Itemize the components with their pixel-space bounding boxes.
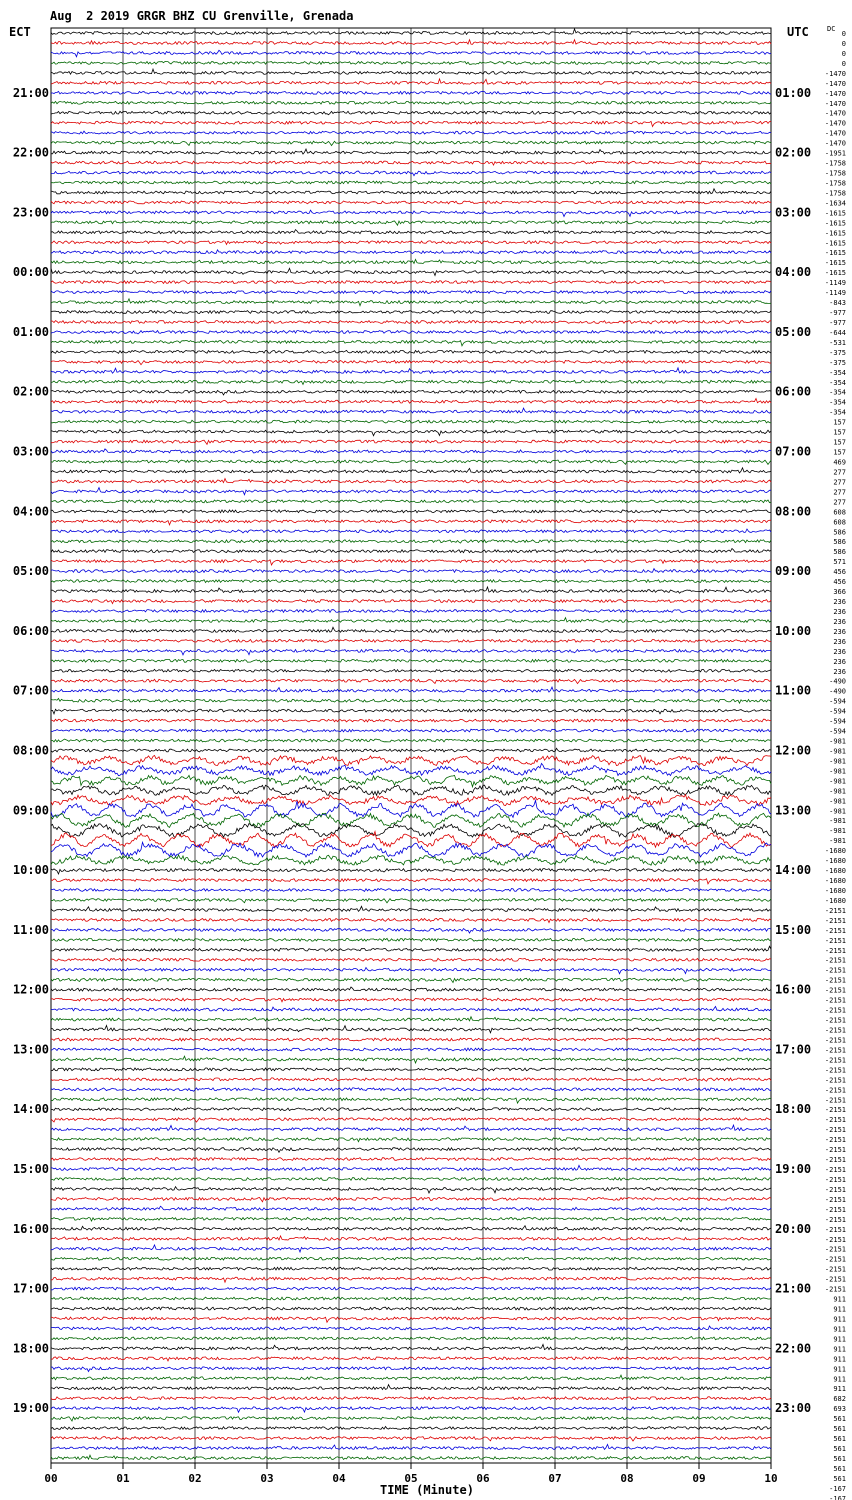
left-hour-label: 23:00 — [12, 205, 49, 220]
dc-offset-value: 561 — [833, 1415, 846, 1424]
dc-offset-value: 561 — [833, 1445, 846, 1454]
dc-offset-value: 277 — [833, 468, 846, 477]
dc-offset-value: -1149 — [824, 289, 846, 298]
dc-offset-value: 911 — [833, 1385, 846, 1394]
right-hour-label: 02:00 — [775, 145, 812, 160]
dc-offset-value: -1470 — [824, 139, 846, 148]
dc-offset-value: -2151 — [824, 1205, 846, 1214]
left-hour-label: 07:00 — [12, 683, 49, 698]
right-hour-label: 01:00 — [775, 85, 812, 100]
right-timezone-label: UTC — [787, 25, 809, 39]
dc-offset-value: -2151 — [824, 1166, 846, 1175]
dc-offset-value: -2151 — [824, 1255, 846, 1264]
dc-offset-value: -981 — [829, 737, 846, 746]
dc-offset-value: -2151 — [824, 1265, 846, 1274]
dc-offset-value: -2151 — [824, 976, 846, 985]
dc-offset-value: -2151 — [824, 1175, 846, 1184]
dc-offset-value: 561 — [833, 1455, 846, 1463]
dc-offset-value: -1680 — [824, 877, 846, 886]
dc-offset-value: 0 — [841, 39, 846, 48]
dc-offset-value: -2151 — [824, 1215, 846, 1224]
dc-offset-value: 571 — [833, 558, 846, 567]
dc-offset-value: -354 — [829, 368, 846, 377]
dc-offset-value: -2151 — [824, 1026, 846, 1035]
left-hour-label: 03:00 — [12, 444, 49, 459]
dc-offset-value: -1149 — [824, 279, 846, 288]
dc-offset-value: 0 — [841, 30, 846, 38]
dc-offset-value: 157 — [833, 428, 846, 437]
dc-offset-value: -2151 — [824, 1056, 846, 1065]
dc-offset-value: -2151 — [824, 926, 846, 935]
dc-offset-header: DC — [827, 25, 836, 33]
dc-offset-value: -2151 — [824, 1136, 846, 1145]
dc-offset-value: 236 — [833, 657, 846, 666]
dc-offset-value: -531 — [829, 338, 846, 347]
right-hour-label: 07:00 — [775, 444, 812, 459]
dc-offset-value: -594 — [829, 717, 846, 726]
left-hour-label: 19:00 — [12, 1401, 49, 1416]
dc-offset-value: -1615 — [824, 269, 846, 278]
right-hour-label: 22:00 — [775, 1341, 812, 1356]
dc-offset-value: 366 — [833, 588, 846, 597]
dc-offset-value: 608 — [833, 518, 846, 527]
dc-offset-value: -981 — [829, 817, 846, 826]
x-tick-label: 09 — [692, 1472, 706, 1485]
dc-offset-value: 277 — [833, 488, 846, 497]
chart-title: Aug 2 2019 GRGR BHZ CU Grenville, Grenada — [50, 9, 354, 23]
dc-offset-value: 236 — [833, 627, 846, 636]
right-hour-label: 16:00 — [775, 982, 812, 997]
dc-offset-value: -981 — [829, 777, 846, 786]
right-hour-label: 15:00 — [775, 922, 812, 937]
dc-offset-value: -981 — [829, 827, 846, 836]
x-tick-label: 02 — [188, 1472, 202, 1485]
dc-offset-value: 236 — [833, 598, 846, 607]
dc-offset-value: -977 — [829, 318, 846, 327]
left-hour-label: 21:00 — [12, 85, 49, 100]
dc-offset-value: -1470 — [824, 119, 846, 128]
dc-offset-value: -1680 — [824, 886, 846, 895]
right-hour-label: 04:00 — [775, 265, 812, 280]
dc-offset-value: -1615 — [824, 209, 846, 218]
dc-offset-value: -2151 — [824, 946, 846, 955]
dc-offset-value: 911 — [833, 1315, 846, 1324]
dc-offset-value: -2151 — [824, 1195, 846, 1204]
dc-offset-value: -2151 — [824, 1285, 846, 1294]
dc-offset-value: 911 — [833, 1305, 846, 1314]
right-hour-label: 10:00 — [775, 623, 812, 638]
dc-offset-value: 277 — [833, 478, 846, 487]
dc-offset-value: -2151 — [824, 956, 846, 965]
dc-offset-value: 911 — [833, 1335, 846, 1344]
dc-offset-value: -2151 — [824, 906, 846, 915]
dc-offset-value: -1680 — [824, 896, 846, 905]
dc-offset-value: -2151 — [824, 1156, 846, 1165]
right-hour-label: 09:00 — [775, 564, 812, 579]
dc-offset-value: -1634 — [824, 199, 846, 208]
dc-offset-value: -2151 — [824, 966, 846, 975]
left-hour-label: 09:00 — [12, 803, 49, 818]
dc-offset-value: 561 — [833, 1474, 846, 1483]
right-hour-label: 23:00 — [775, 1401, 812, 1416]
dc-offset-value: 157 — [833, 448, 846, 457]
dc-offset-value: -2151 — [824, 996, 846, 1005]
left-hour-label: 18:00 — [12, 1341, 49, 1356]
dc-offset-value: -2151 — [824, 1245, 846, 1254]
dc-offset-value: 586 — [833, 538, 846, 547]
dc-offset-value: 277 — [833, 498, 846, 507]
dc-offset-value: 911 — [833, 1345, 846, 1354]
dc-offset-value: -2151 — [824, 1146, 846, 1155]
dc-offset-value: -2151 — [824, 1126, 846, 1135]
dc-offset-value: -2151 — [824, 1096, 846, 1105]
dc-offset-value: -644 — [829, 328, 846, 337]
left-hour-label: 01:00 — [12, 324, 49, 339]
dc-offset-value: 911 — [833, 1295, 846, 1304]
left-hour-label: 05:00 — [12, 564, 49, 579]
right-hour-label: 03:00 — [775, 205, 812, 220]
dc-offset-value: -1615 — [824, 219, 846, 228]
left-hour-label: 04:00 — [12, 504, 49, 519]
dc-offset-value: -1615 — [824, 249, 846, 258]
left-hour-label: 16:00 — [12, 1221, 49, 1236]
left-hour-label: 10:00 — [12, 863, 49, 878]
left-hour-label: 13:00 — [12, 1042, 49, 1057]
dc-offset-value: -1615 — [824, 259, 846, 268]
dc-offset-value: -977 — [829, 309, 846, 318]
left-hour-label: 22:00 — [12, 145, 49, 160]
x-tick-label: 05 — [404, 1472, 418, 1485]
dc-offset-value: -1758 — [824, 179, 846, 188]
dc-offset-value: -2151 — [824, 1225, 846, 1234]
dc-offset-value: 561 — [833, 1435, 846, 1444]
dc-offset-value: 157 — [833, 438, 846, 447]
dc-offset-value: -2151 — [824, 1185, 846, 1194]
dc-offset-value: 693 — [833, 1405, 846, 1414]
dc-offset-value: -490 — [829, 687, 846, 696]
left-hour-label: 06:00 — [12, 623, 49, 638]
dc-offset-value: 236 — [833, 607, 846, 616]
left-hour-label: 12:00 — [12, 982, 49, 997]
dc-offset-value: -354 — [829, 388, 846, 397]
dc-offset-value: 682 — [833, 1395, 846, 1404]
left-hour-label: 11:00 — [12, 922, 49, 937]
dc-offset-value: 236 — [833, 617, 846, 626]
right-hour-label: 05:00 — [775, 324, 812, 339]
dc-offset-value: -981 — [829, 807, 846, 816]
x-tick-label: 03 — [260, 1472, 274, 1485]
right-hour-label: 11:00 — [775, 683, 812, 698]
dc-offset-value: -375 — [829, 348, 846, 357]
dc-offset-value: 236 — [833, 637, 846, 646]
right-hour-label: 17:00 — [775, 1042, 812, 1057]
left-hour-label: 08:00 — [12, 743, 49, 758]
dc-offset-value: -843 — [829, 299, 846, 308]
dc-offset-value: 157 — [833, 418, 846, 427]
dc-offset-value: 561 — [833, 1464, 846, 1473]
right-hour-label: 20:00 — [775, 1221, 812, 1236]
dc-offset-value: -375 — [829, 358, 846, 367]
x-axis-ticks — [44, 1463, 777, 1485]
right-hour-label: 18:00 — [775, 1102, 812, 1117]
dc-offset-value: -1470 — [824, 99, 846, 108]
x-tick-label: 04 — [332, 1472, 346, 1485]
dc-offset-value: -1470 — [824, 129, 846, 138]
dc-offset-value: -2151 — [824, 986, 846, 995]
dc-offset-value: -2151 — [824, 1066, 846, 1075]
left-hour-label: 15:00 — [12, 1162, 49, 1177]
dc-offset-value: -981 — [829, 747, 846, 756]
x-tick-label: 07 — [548, 1472, 562, 1485]
dc-offset-value: -594 — [829, 727, 846, 736]
dc-offset-value: -2151 — [824, 1046, 846, 1055]
dc-offset-value: -2151 — [824, 1275, 846, 1284]
dc-offset-value: 236 — [833, 667, 846, 676]
dc-offset-value: -981 — [829, 767, 846, 776]
dc-offset-value: -2151 — [824, 1086, 846, 1095]
dc-offset-value: -354 — [829, 378, 846, 387]
dc-offset-value: 561 — [833, 1425, 846, 1434]
dc-offset-value: -2151 — [824, 1006, 846, 1015]
right-hour-label: 06:00 — [775, 384, 812, 399]
dc-offset-value: -981 — [829, 757, 846, 766]
right-hour-label: 13:00 — [775, 803, 812, 818]
x-axis-label: TIME (Minute) — [380, 1483, 474, 1497]
dc-offset-value: 469 — [833, 458, 846, 467]
left-timezone-label: ECT — [9, 25, 31, 39]
dc-offset-value: -1615 — [824, 239, 846, 248]
x-tick-label: 10 — [764, 1472, 778, 1485]
dc-offset-value: 456 — [833, 578, 846, 587]
dc-offset-value: -167 — [829, 1484, 846, 1493]
dc-offset-value: 586 — [833, 528, 846, 537]
dc-offset-value: -1758 — [824, 189, 846, 198]
dc-offset-value: -2151 — [824, 1106, 846, 1115]
right-hour-label: 08:00 — [775, 504, 812, 519]
dc-offset-value: -2151 — [824, 1016, 846, 1025]
x-tick-label: 01 — [116, 1472, 130, 1485]
dc-offset-value: 608 — [833, 508, 846, 517]
dc-offset-value: -1680 — [824, 847, 846, 856]
dc-offset-value: -1758 — [824, 169, 846, 178]
dc-offset-value: -981 — [829, 797, 846, 806]
x-tick-label: 08 — [620, 1472, 634, 1485]
dc-offset-value: -2151 — [824, 1235, 846, 1244]
dc-offset-value: -1470 — [824, 109, 846, 118]
dc-offset-value: -1951 — [824, 149, 846, 158]
left-hour-label: 00:00 — [12, 265, 49, 280]
left-hour-label: 14:00 — [12, 1102, 49, 1117]
left-hour-label: 17:00 — [12, 1281, 49, 1296]
x-tick-label: 06 — [476, 1472, 490, 1485]
dc-offset-value: 236 — [833, 647, 846, 656]
dc-offset-value: -2151 — [824, 1076, 846, 1085]
dc-offset-value: -1680 — [824, 857, 846, 866]
x-tick-label: 00 — [44, 1472, 58, 1485]
dc-offset-value: 911 — [833, 1325, 846, 1334]
right-hour-label: 19:00 — [775, 1162, 812, 1177]
left-hour-label: 02:00 — [12, 384, 49, 399]
dc-offset-value: -2151 — [824, 1116, 846, 1125]
dc-offset-value: -1470 — [824, 89, 846, 98]
dc-offset-value: -981 — [829, 787, 846, 796]
right-hour-label: 12:00 — [775, 743, 812, 758]
dc-offset-value: 0 — [841, 59, 846, 68]
dc-offset-value: -2151 — [824, 916, 846, 925]
dc-offset-value: 911 — [833, 1355, 846, 1364]
dc-offset-labels — [825, 30, 846, 1500]
dc-offset-value: -594 — [829, 707, 846, 716]
dc-offset-value: 456 — [833, 568, 846, 577]
dc-offset-value: -1758 — [824, 159, 846, 168]
dc-offset-value: -1615 — [824, 229, 846, 238]
dc-offset-value: 911 — [833, 1375, 846, 1384]
dc-offset-value: -981 — [829, 837, 846, 846]
dc-offset-value: -1470 — [824, 79, 846, 88]
right-hour-label: 21:00 — [775, 1281, 812, 1296]
dc-offset-value: -490 — [829, 677, 846, 686]
dc-offset-value: -594 — [829, 697, 846, 706]
right-hour-label: 14:00 — [775, 863, 812, 878]
dc-offset-value: -167 — [829, 1494, 846, 1500]
dc-offset-value: -2151 — [824, 936, 846, 945]
dc-offset-value: 586 — [833, 548, 846, 557]
dc-offset-value: -354 — [829, 408, 846, 417]
dc-offset-value: 0 — [841, 49, 846, 58]
dc-offset-value: 911 — [833, 1365, 846, 1374]
dc-offset-value: -354 — [829, 398, 846, 407]
dc-offset-value: -2151 — [824, 1036, 846, 1045]
dc-offset-value: -1470 — [824, 69, 846, 78]
dc-offset-value: -1680 — [824, 867, 846, 876]
